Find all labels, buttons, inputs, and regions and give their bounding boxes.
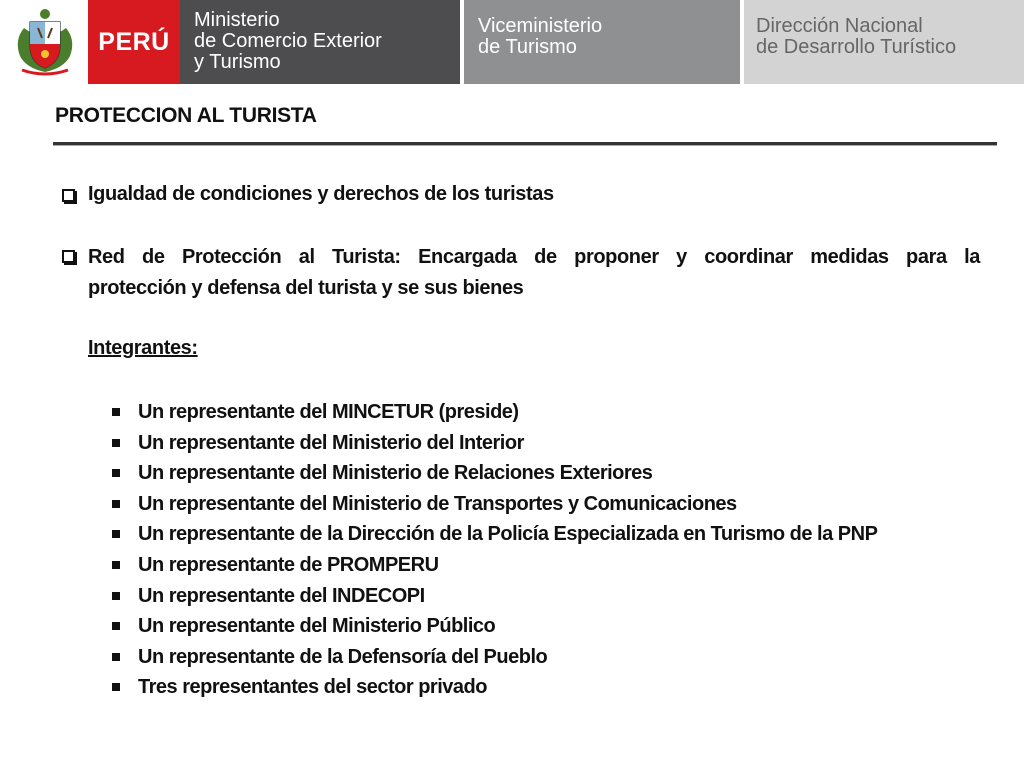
checkbox-bullet-icon [62, 250, 75, 263]
members-heading: Integrantes: [88, 337, 198, 359]
direction-block [744, 0, 1024, 84]
peru-coat-of-arms-icon [10, 6, 80, 78]
page-title: PROTECCION AL TURISTA [55, 104, 317, 127]
member-text: Un representante del Ministerio Público [138, 615, 496, 638]
viceministry-line: Viceministerio [478, 15, 603, 37]
ministry-line: de Comercio Exterior [194, 30, 382, 52]
viceministry-block [464, 0, 740, 84]
peru-brand-block [88, 0, 180, 84]
square-bullet-icon [112, 500, 120, 508]
member-text: Un representante del Ministerio de Relaciones Exteriores [138, 462, 653, 485]
member-text: Un representante de la Dirección de la Policía Especializada en Turismo de la PNP [138, 523, 878, 546]
square-bullet-icon [112, 561, 120, 569]
member-text: Un representante del MINCETUR (preside) [138, 401, 519, 423]
protection-network-item [88, 242, 980, 304]
square-bullet-icon [112, 683, 120, 691]
member-text: Un representante del Ministerio del Interior [138, 431, 524, 454]
direction-line: Dirección Nacional [756, 15, 923, 37]
square-bullet-icon [112, 622, 120, 630]
ministry-line: Ministerio [194, 9, 280, 31]
member-text: Un representante del INDECOPI [138, 584, 425, 607]
member-text: Un representante del Ministerio de Transportes y Comunicaciones [138, 492, 737, 515]
equality-item: Igualdad de condiciones y derechos de los turistas [88, 183, 554, 205]
ministry-block [180, 0, 460, 84]
square-bullet-icon [112, 469, 120, 477]
ministry-line: y Turismo [194, 51, 281, 73]
header-banner [0, 0, 1024, 84]
viceministry-line: de Turismo [478, 36, 577, 58]
title-divider [53, 142, 997, 146]
square-bullet-icon [112, 592, 120, 600]
protection-network-line-1: Red de Protección al Turista: Encargada de proponer y coordinar medidas para la [88, 246, 980, 268]
protection-network-line-2: protección y defensa del turista y se sus bienes [88, 277, 524, 299]
checkbox-bullet-icon [62, 189, 75, 202]
square-bullet-icon [112, 439, 120, 447]
square-bullet-icon [112, 653, 120, 661]
member-text: Un representante de PROMPERU [138, 553, 439, 576]
member-text: Tres representantes del sector privado [138, 676, 487, 699]
square-bullet-icon [112, 530, 120, 538]
square-bullet-icon [112, 408, 120, 416]
direction-line: de Desarrollo Turístico [756, 36, 957, 58]
member-text: Un representante de la Defensoría del Pueblo [138, 645, 548, 668]
peru-brand-text: PERÚ [98, 27, 170, 56]
